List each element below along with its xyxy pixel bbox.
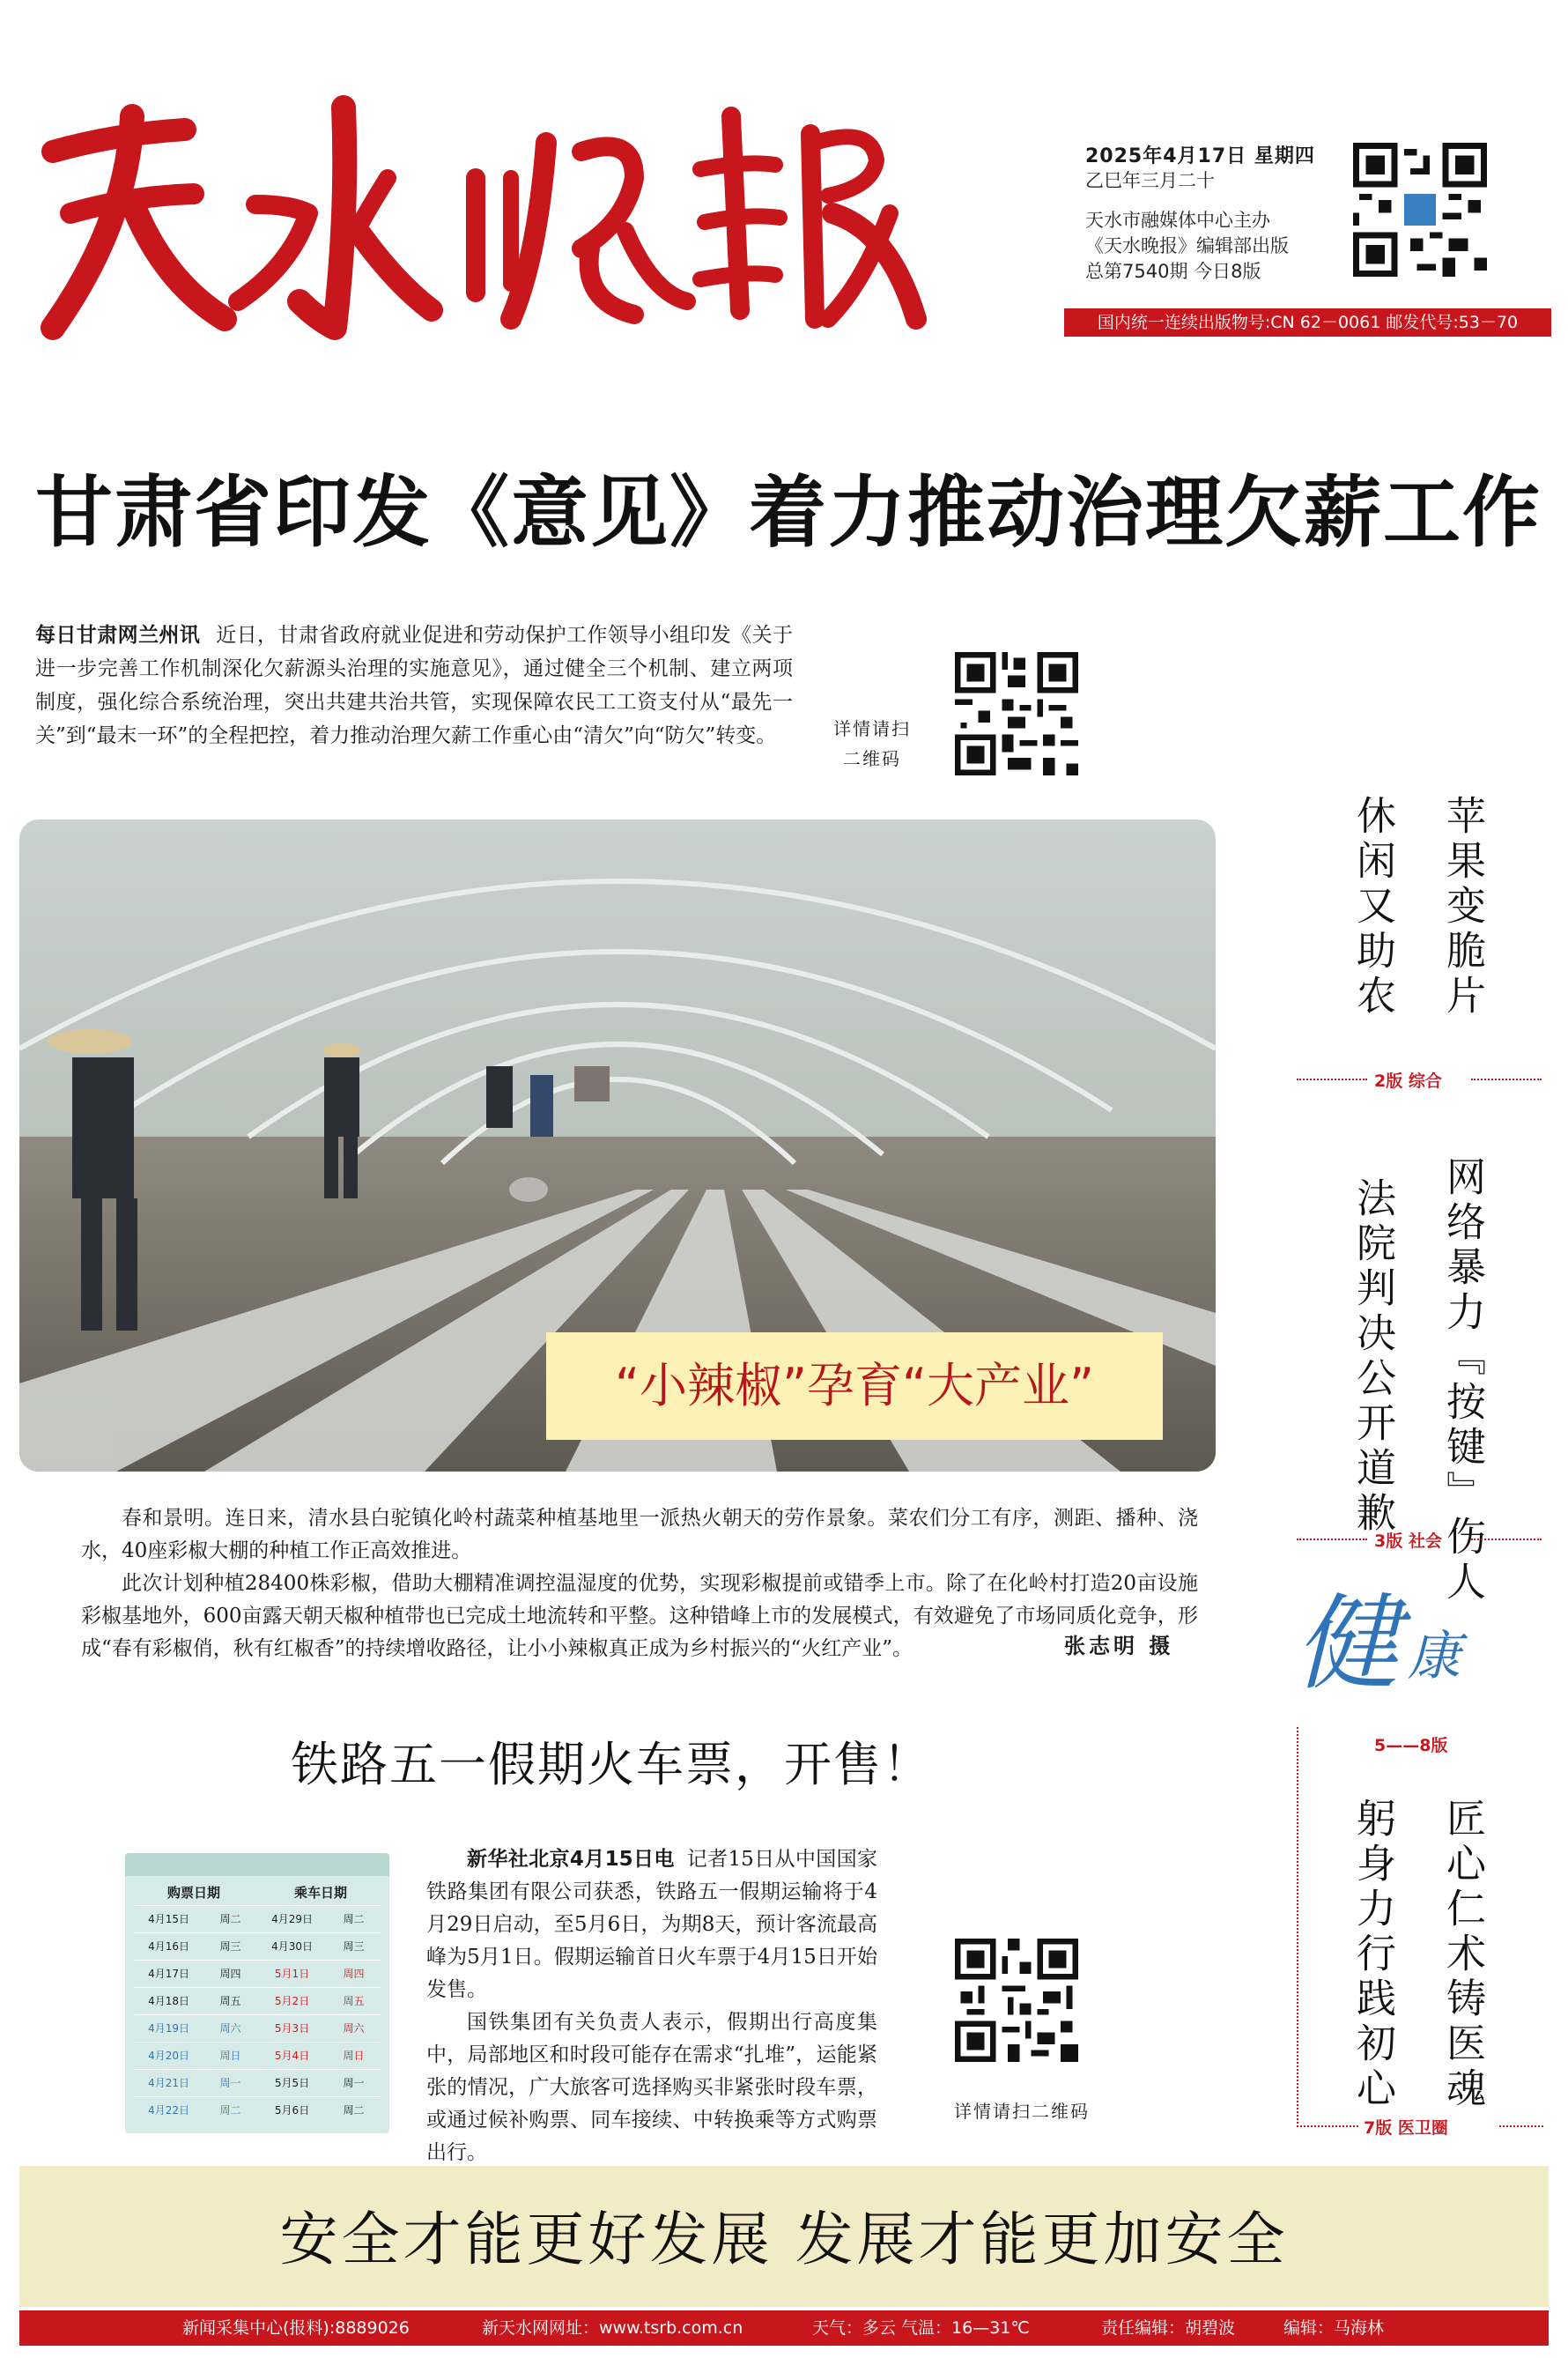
- table-header-travel: 乘车日期: [293, 1885, 347, 1901]
- lead-qr-caption-line2: 二维码: [843, 748, 901, 769]
- ticket-table-cell: 周二: [219, 1913, 241, 1925]
- ticket-table-cell: 4月21日: [148, 2077, 190, 2089]
- ticket-table-cell: 5月1日: [274, 1968, 310, 1980]
- rail-qr-code[interactable]: [955, 1939, 1078, 2062]
- ticket-table-cell: 4月17日: [148, 1968, 190, 1980]
- ticket-table-cell: 4月16日: [148, 1940, 190, 1953]
- ticket-table-cell: 周一: [219, 2077, 241, 2089]
- rail-body-1: 记者15日从中国国家铁路集团有限公司获悉，铁路五一假期运输将于4月29日启动，至5月6日，为期8天，预计客流最高峰为5月1日。假期运输首日火车票于4月15日开始发售。: [426, 1848, 877, 2001]
- ticket-table-cell: 4月18日: [148, 1995, 190, 2007]
- lead-qr-code[interactable]: [955, 652, 1078, 775]
- health-logo-small: 康: [1408, 1626, 1461, 1687]
- lead-body: 近日，甘肃省政府就业促进和劳动保护工作领导小组印发《关于进一步完善工作机制深化欠薪源头治理的实施意见》，通过健全三个机制、建立两项制度，强化综合系统治理，突出共建共治共管，实现保障农民工工资支付从“最先一关”到“最末一环”的全程把控，着力推动治理欠薪工作重心由“清欠”向“防欠”转变。: [35, 624, 794, 747]
- ticket-table-cell: 周五: [343, 1995, 365, 2007]
- table-header-buy: 购票日期: [166, 1885, 220, 1901]
- photo-text-para1: 春和景明。连日来，清水县白驼镇化岭村蔬菜种植基地里一派热火朝天的劳作景象。菜农们分工有序，测距、播种、浇水，40座彩椒大棚的种植工作正高效推进。: [81, 1507, 1198, 1562]
- ticket-table-cell: 5月5日: [274, 2077, 310, 2089]
- ticket-table-cell: 4月22日: [148, 2104, 190, 2117]
- footer-hotline: 新闻采集中心(报料):8889026: [182, 2318, 410, 2338]
- publication-info-bar: 国内统一连续出版物号:CN 62－0061 邮发代号:53－70: [1064, 308, 1551, 337]
- ticket-table-cell: 周二: [219, 2104, 241, 2117]
- lead-dateline: 每日甘肃网兰州讯: [35, 624, 201, 647]
- ticket-table-cell: 5月3日: [274, 2022, 310, 2035]
- photo-text-para2: 此次计划种植28400株彩椒，借助大棚精准调控温湿度的优势，实现彩椒提前或错季上市。除了在化岭村打造20亩设施彩椒基地外，600亩露天朝天椒种植带也已完成土地流转和平整。这种错峰上市的发展模式，有效避免了市场同质化竞争，形成“春有彩椒俏，秋有红椒香”的持续增收路径，让小小辣椒真正成为乡村振兴的“火红产业”。: [81, 1572, 1198, 1660]
- divider: [1297, 1079, 1367, 1080]
- footer-bar: [19, 2310, 1549, 2346]
- ticket-table-cell: 5月2日: [274, 1995, 310, 2007]
- ticket-table-cell: 周三: [219, 1940, 241, 1953]
- ticket-table-cell: 4月15日: [148, 1913, 190, 1925]
- teaser-1-title[interactable]: 苹果变脆片: [1439, 795, 1486, 1020]
- rail-body-2: 国铁集团有关负责人表示，假期出行高度集中，局部地区和时段可能存在需求“扎堆”，运能紧张的情况，广大旅客可选择购买非紧张时段车票，或通过候补购票、同车接续、中转换乘等方式购票出行。: [426, 2011, 877, 2164]
- footer-layout-editor: 编辑：马海林: [1283, 2318, 1385, 2338]
- ticket-table-cell: 周四: [343, 1968, 365, 1980]
- ticket-table-body: [125, 1905, 389, 2124]
- masthead-qr-code[interactable]: [1353, 143, 1487, 277]
- footer-weather: 天气：多云 气温：16—31℃: [812, 2318, 1030, 2338]
- photo-article: [81, 1502, 1198, 1665]
- lead-qr-caption-line1: 详情请扫: [833, 718, 911, 739]
- publisher: 《天水晚报》编辑部出版: [1085, 235, 1289, 256]
- masthead-meta: [1085, 141, 1350, 285]
- teaser-3-title[interactable]: 匠心仁术铸医魂: [1439, 1798, 1486, 2112]
- teaser-2-section[interactable]: 3版 社会: [1374, 1531, 1442, 1551]
- lunar-date: 乙巳年三月二十: [1085, 170, 1215, 191]
- lead-qr-caption: [819, 714, 925, 774]
- issue-number: 总第7540期 今日8版: [1085, 261, 1261, 282]
- ticket-table-cell: 4月20日: [148, 2050, 190, 2062]
- teaser-3-section[interactable]: 7版 医卫圈: [1364, 2118, 1448, 2138]
- masthead-logo: [18, 81, 934, 345]
- ticket-table-cell: 周六: [219, 2022, 241, 2035]
- health-section-pages: 5——8版: [1374, 1736, 1448, 1755]
- divider: [1297, 2125, 1358, 2127]
- ticket-table-cell: 周二: [343, 1913, 365, 1925]
- teaser-2-title[interactable]: 网络暴力『按键』伤人: [1439, 1156, 1486, 1605]
- ticket-table-cell: 周三: [343, 1940, 365, 1953]
- health-logo-big: 健: [1295, 1583, 1400, 1704]
- lead-article: [35, 619, 793, 753]
- teaser-1-subtitle[interactable]: 休闲又助农: [1350, 795, 1396, 1020]
- ticket-table-row: [134, 1932, 381, 1960]
- main-headline[interactable]: 甘肃省印发《意见》着力推动治理欠薪工作: [35, 467, 1542, 558]
- health-section-logo[interactable]: [1295, 1560, 1506, 1709]
- ticket-table-row: [134, 2069, 381, 2096]
- ticket-table-cell: 4月30日: [271, 1940, 314, 1953]
- photo-credit: 张志明 摄: [1064, 1634, 1174, 1658]
- ticket-table-cell: 周五: [219, 1995, 241, 2007]
- ticket-table-cell: 周四: [219, 1968, 241, 1980]
- ticket-table-cell: 周六: [343, 2022, 365, 2035]
- footer-editor: 责任编辑：胡碧波: [1101, 2318, 1236, 2338]
- rail-article: [426, 1843, 877, 2169]
- divider: [1471, 1539, 1542, 1540]
- ticket-table-row: [134, 2096, 381, 2124]
- divider: [1499, 2125, 1543, 2127]
- slogan: 安全才能更好发展 发展才能更加安全: [279, 2206, 1289, 2273]
- ticket-table-cell: 5月6日: [274, 2104, 310, 2117]
- ticket-table-row: [134, 1987, 381, 2014]
- ticket-table-cell: 4月19日: [148, 2022, 190, 2035]
- issue-date: 2025年4月17日 星期四: [1085, 145, 1315, 167]
- rail-qr-caption: 详情请扫二维码: [954, 2101, 1090, 2122]
- photo-caption: “小辣椒”孕育“大产业”: [615, 1358, 1094, 1413]
- ticket-table-cell: 4月29日: [271, 1913, 314, 1925]
- ticket-table-header: [125, 1876, 389, 1905]
- host-org: 天水市融媒体中心主办: [1085, 210, 1270, 231]
- ticket-table-cell: 5月4日: [274, 2050, 310, 2062]
- rail-headline[interactable]: 铁路五一假期火车票，开售！: [291, 1737, 932, 1792]
- footer-website[interactable]: 新天水网网址：www.tsrb.com.cn: [482, 2318, 743, 2338]
- ticket-table-cell: 周二: [343, 2104, 365, 2117]
- ticket-table-row: [134, 1905, 381, 1932]
- ticket-table-cell: 周日: [343, 2050, 365, 2062]
- ticket-date-table: [125, 1853, 389, 2133]
- ticket-table-cell: 周一: [343, 2077, 365, 2089]
- rail-dateline: 新华社北京4月15日电: [467, 1848, 675, 1871]
- ticket-table-row: [134, 2042, 381, 2069]
- divider: [1471, 1079, 1542, 1080]
- teaser-2-subtitle[interactable]: 法院判决公开道歉: [1350, 1177, 1396, 1537]
- ticket-table-cell: 周日: [219, 2050, 241, 2062]
- ticket-table-row: [134, 2014, 381, 2042]
- divider: [1297, 1539, 1367, 1540]
- ticket-table-row: [134, 1960, 381, 1987]
- divider: [1297, 1727, 1298, 2124]
- teaser-1-section[interactable]: 2版 综合: [1374, 1071, 1442, 1091]
- teaser-3-subtitle[interactable]: 躬身力行践初心: [1350, 1798, 1396, 2112]
